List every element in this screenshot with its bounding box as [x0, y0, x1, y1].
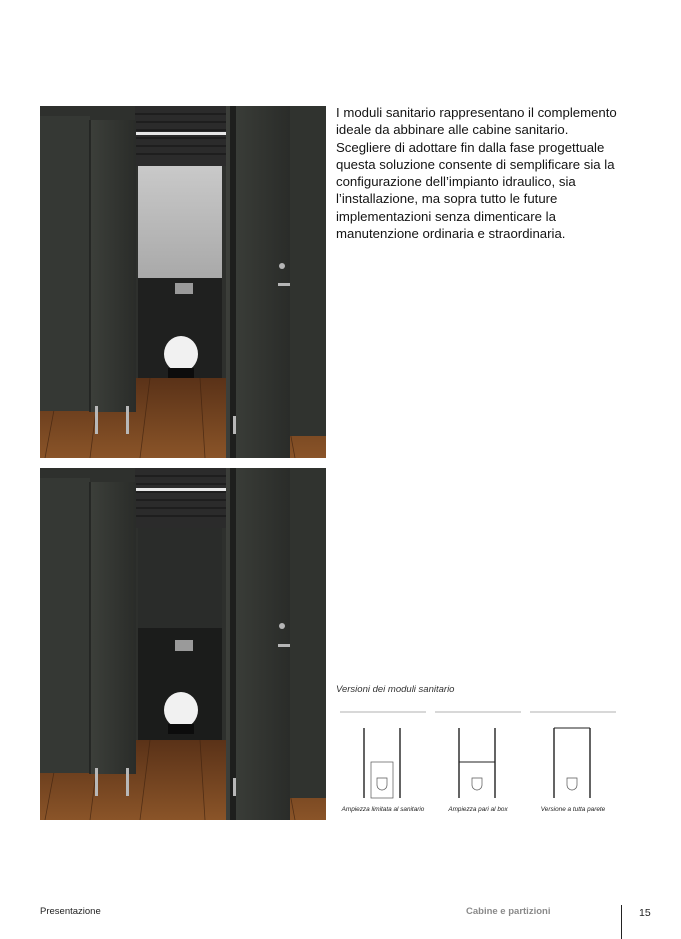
- version-caption-box-width: Ampiezza pari al box: [448, 806, 508, 813]
- photo-toilet-cubicle-light-wall: [40, 106, 326, 458]
- version-caption-full-wall: Versione a tutta parete: [540, 806, 606, 813]
- version-caption-limited: Ampiezza limitata al sanitario: [341, 806, 425, 813]
- versions-title: Versioni dei moduli sanitario: [336, 684, 455, 695]
- footer-chapter: Cabine e partizioni: [466, 906, 551, 917]
- intro-paragraph-2: Scegliere di adottare fin dalla fase progettuale questa soluzione consente di semplificare sia la configurazione dell’impianto idraulico, sia l’installazione, ma sopra tutto le future implementazioni senza dimenticare la manutenzione ordinaria e straordinaria.: [336, 139, 615, 242]
- version-diagram-full-wall: [530, 708, 616, 818]
- page-number: 15: [639, 907, 651, 919]
- version-diagram-box-width: [435, 708, 521, 818]
- footer-section: Presentazione: [40, 906, 101, 917]
- photo-toilet-cubicle-dark-wall: [40, 468, 326, 820]
- version-diagram-limited: [340, 708, 426, 818]
- intro-text: [336, 104, 636, 242]
- footer-divider: [621, 905, 622, 939]
- intro-paragraph-1: I moduli sanitario rappresentano il complemento ideale da abbinare alle cabine sanitario.: [336, 105, 617, 138]
